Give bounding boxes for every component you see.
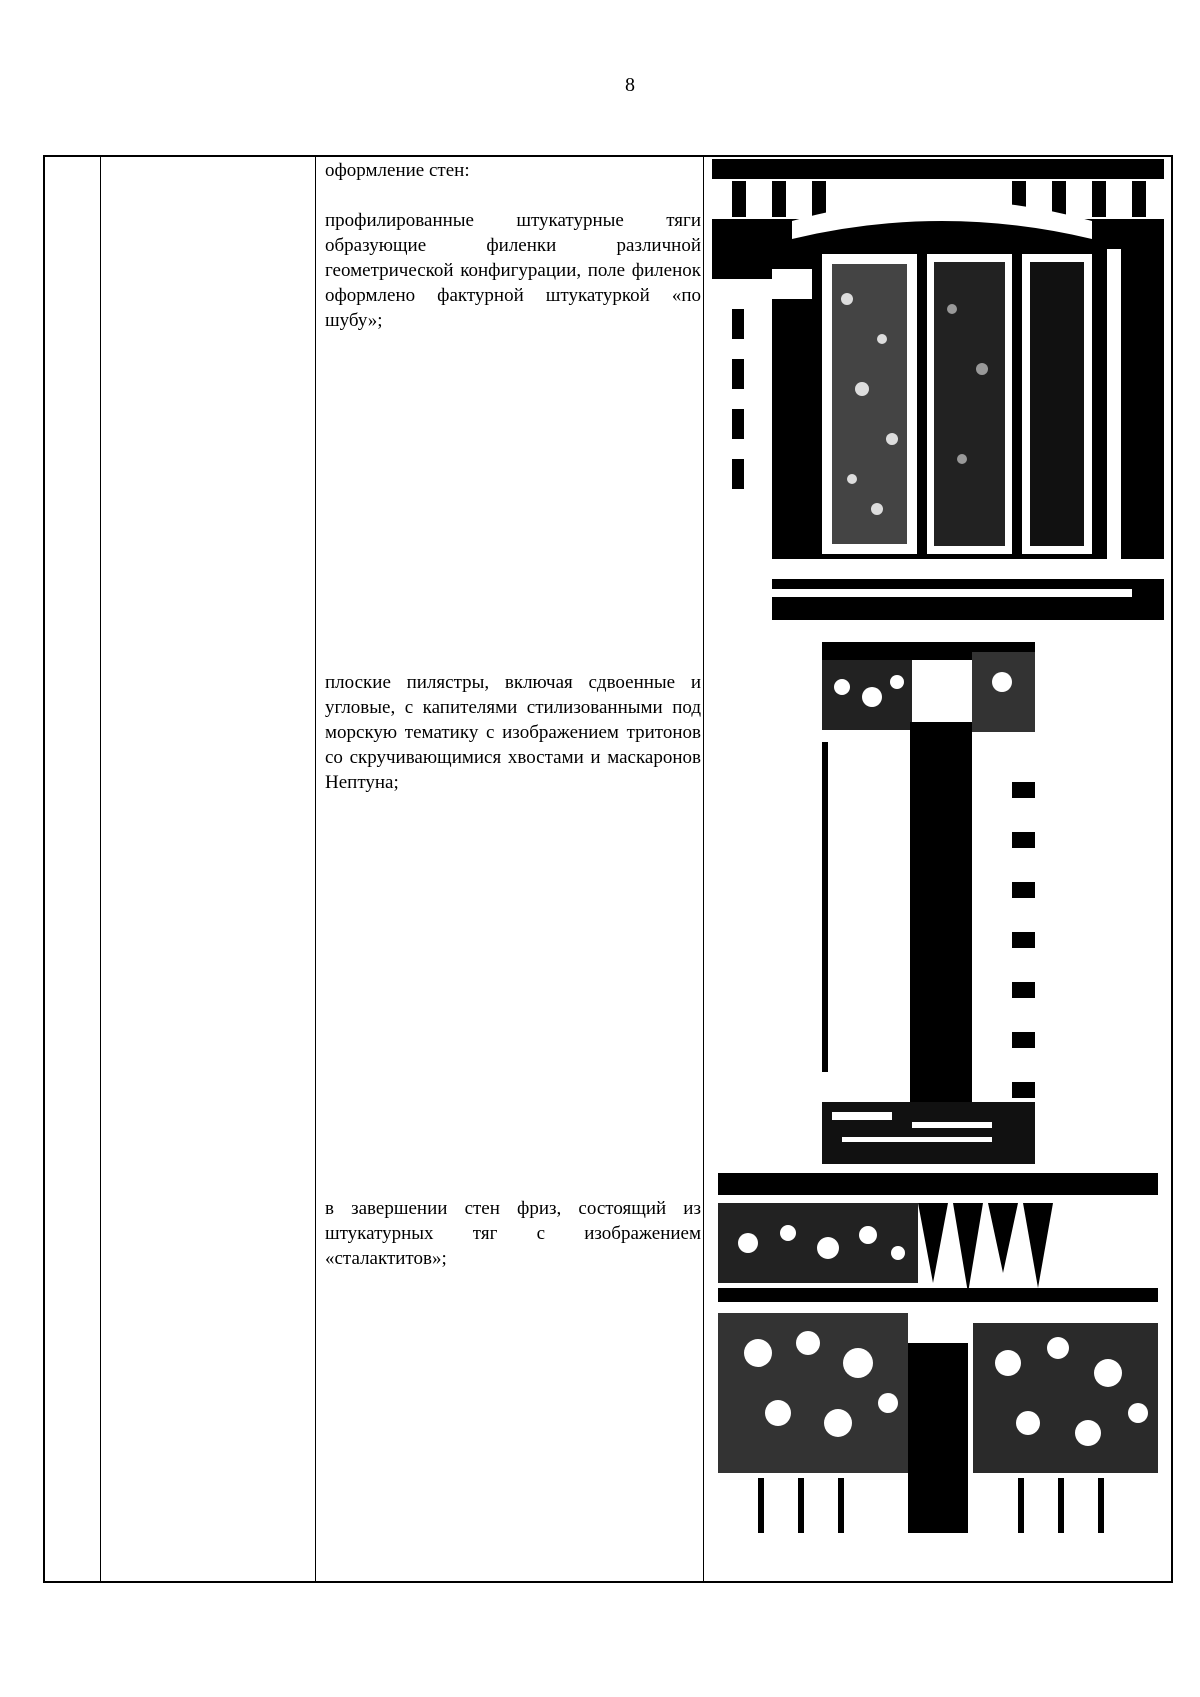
column-divider-3 — [703, 157, 704, 1581]
page-number: 8 — [625, 74, 635, 96]
column-divider-2 — [315, 157, 316, 1581]
document-table — [43, 155, 1173, 1583]
row-2-text: плоские пилястры, включая сдвоенные и угловые, с капителями стилизованными под морскую тематику с изображением тритонов со скручивающимися хвостами и маскаронов Нептуна; — [325, 672, 701, 793]
row-3-description — [325, 1196, 701, 1271]
column-divider-1 — [100, 157, 101, 1581]
row-1-description — [325, 158, 701, 333]
row-3-text: в завершении стен фриз, состоящий из штукатурных тяг с изображением «сталактитов»; — [325, 1198, 701, 1269]
frieze-capitals-photo — [718, 1173, 1158, 1533]
facade-wall-panels-photo — [712, 159, 1164, 620]
wall-decoration-heading: оформление стен: — [325, 160, 470, 181]
pilaster-photo — [822, 642, 1035, 1164]
row-2-description — [325, 670, 701, 795]
row-1-text: профилированные штукатурные тяги образующие филенки различной геометрической конфигурации, поле филенок оформлено фактурной штукатуркой «по шубу»; — [325, 210, 701, 331]
